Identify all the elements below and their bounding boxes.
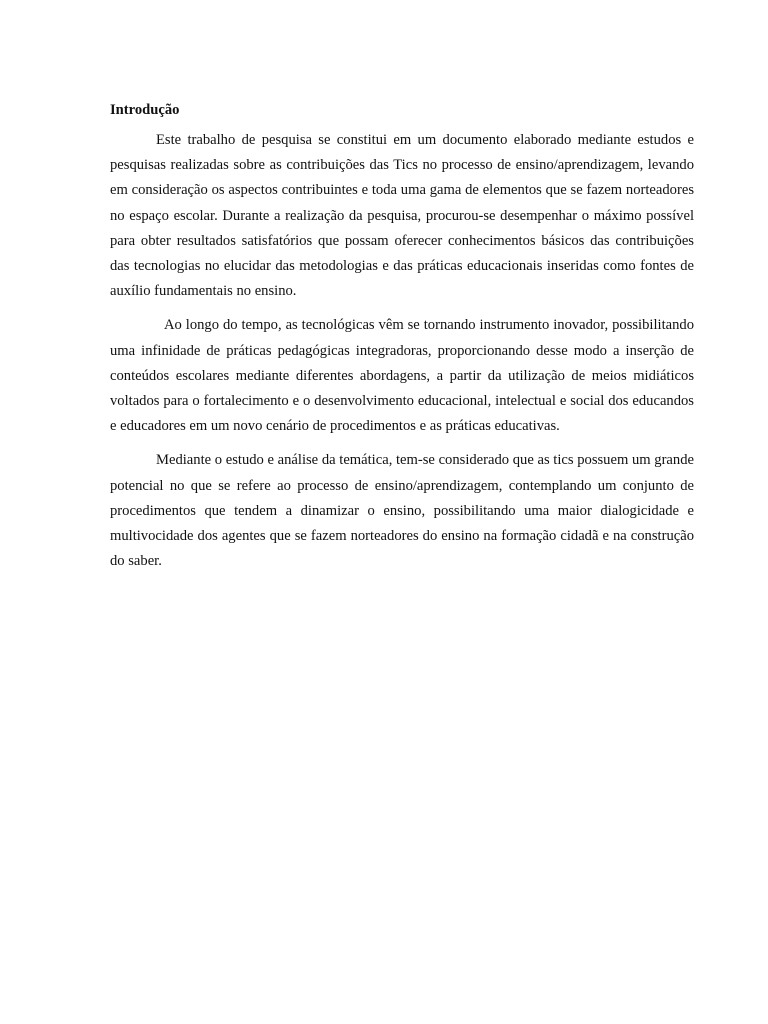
section-heading: Introdução	[110, 102, 180, 118]
document-body	[110, 100, 694, 583]
paragraph: Este trabalho de pesquisa se constitui em um documento elaborado mediante estudos e pesquisas realizadas sobre as contribuições das Tics no processo de ensino/aprendizagem, levando em consideração os aspectos contribuintes e toda uma gama de elementos que se fazem norteadores no espaço escolar. Durante a realização da pesquisa, procurou-se desempenhar o máximo possível para obter resultados satisfatórios que possam oferecer conhecimentos básicos das contribuições das tecnologias no elucidar das metodologias e das práticas educacionais inseridas como fontes de auxílio fundamentais no ensino.	[110, 132, 694, 300]
paragraph: Mediante o estudo e análise da temática, tem-se considerado que as tics possuem um grande potencial no que se refere ao processo de ensino/aprendizagem, contemplando um conjunto de procedimentos que tendem a dinamizar o ensino, possibilitando uma maior dialogicidade e multivocidade dos agentes que se fazem norteadores do ensino na formação cidadã e na construção do saber.	[110, 452, 694, 570]
paragraph: Ao longo do tempo, as tecnológicas vêm se tornando instrumento inovador, possibilitando uma infinidade de práticas pedagógicas integradoras, proporcionando desse modo a inserção de conteúdos escolares mediante diferentes abordagens, a partir da utilização de meios midiáticos voltados para o fortalecimento e o desenvolvimento educacional, intelectual e social dos educandos e educadores em um novo cenário de procedimentos e as práticas educativas.	[110, 317, 694, 435]
